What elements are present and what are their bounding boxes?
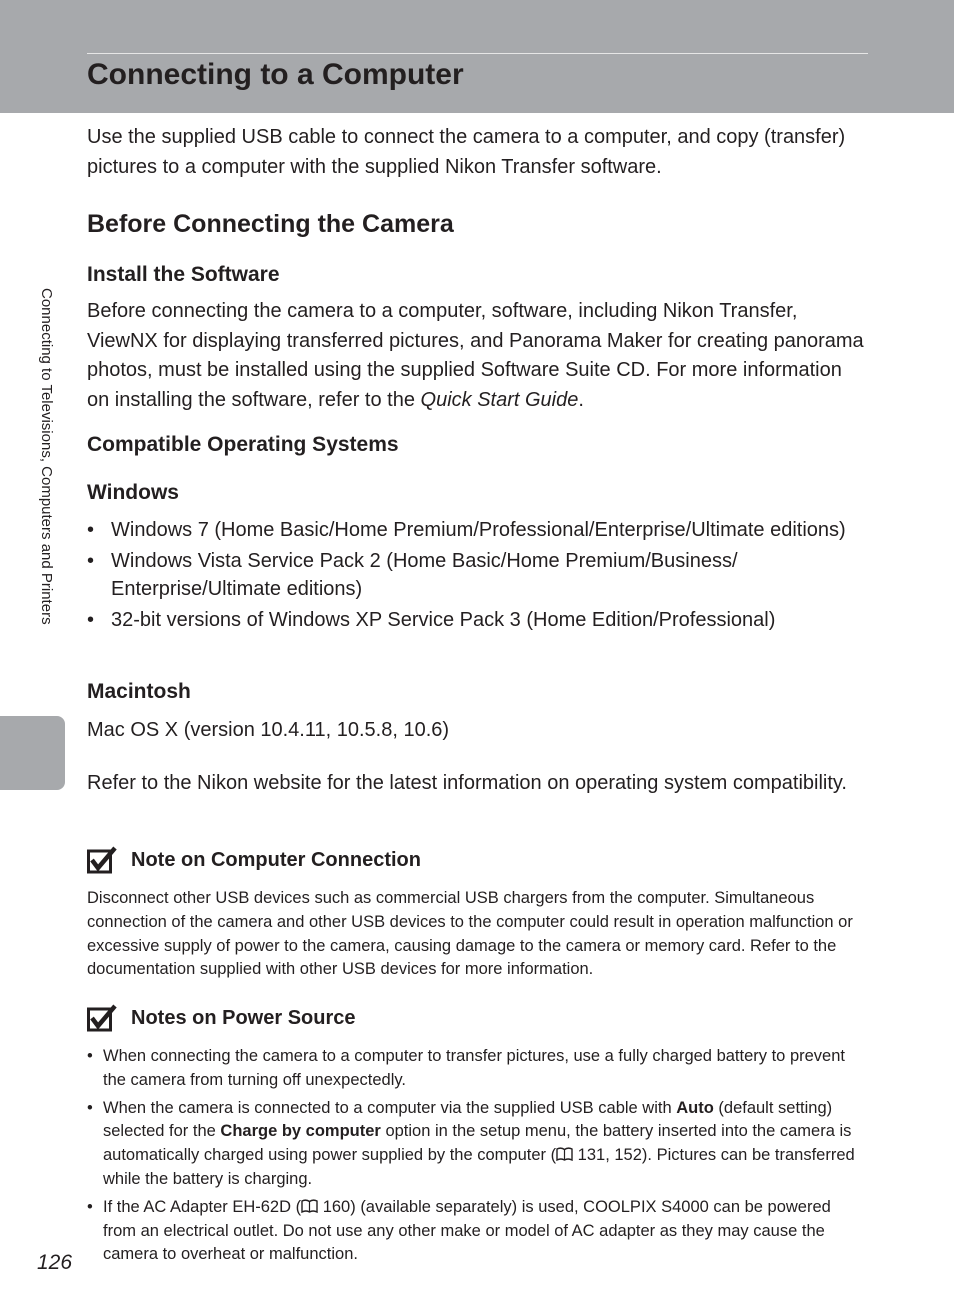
page-reference: 131, 152 <box>573 1146 642 1165</box>
power-note-text: When the camera is connected to a computer via the supplied USB cable with <box>103 1098 677 1117</box>
install-software-paragraph <box>87 297 867 415</box>
header-rule <box>87 53 868 54</box>
windows-item-text: 32-bit versions of Windows XP Service Pack 3 (Home Edition/Professional) <box>111 608 776 631</box>
power-note-text: ) (available separately) is used, COOLPIX S4000 can be powered from an electrical outlet. Do not use any other make or model of AC adapter as they may cause the camera to overheat or malfunction. <box>103 1197 831 1264</box>
note-power-title: Notes on Power Source <box>131 1006 356 1029</box>
quick-start-guide-title: Quick Start Guide <box>420 388 579 411</box>
list-item <box>87 516 867 545</box>
section-tab-marker <box>0 716 65 790</box>
mac-os-text: Mac OS X (version 10.4.11, 10.5.8, 10.6) <box>87 719 450 741</box>
windows-os-list <box>87 516 867 636</box>
page-reference: 160 <box>318 1197 351 1216</box>
side-tab-label: Connecting to Televisions, Computers and Printers <box>38 288 55 625</box>
install-text-end: . <box>578 388 584 411</box>
checkbox-check-icon <box>87 846 117 874</box>
windows-item-text: Windows 7 (Home Basic/Home Premium/Professional/Enterprise/Ultimate editions) <box>111 519 846 541</box>
charge-by-computer-label: Charge by computer <box>220 1122 381 1141</box>
bullet: • <box>87 1098 93 1117</box>
power-note-text: ). Pictures can be transferred while the battery is charging. <box>103 1146 855 1188</box>
bullet: • <box>87 549 95 572</box>
page-number: 126 <box>37 1251 73 1274</box>
power-notes-list <box>87 1045 867 1271</box>
section-heading-before-connecting: Before Connecting the Camera <box>87 210 454 238</box>
power-note-text: If the AC Adapter EH-62D ( <box>103 1197 302 1216</box>
auto-setting-label: Auto <box>676 1098 714 1117</box>
page-title: Connecting to a Computer <box>87 58 464 91</box>
bullet: • <box>87 519 95 541</box>
power-note-text: When connecting the camera to a computer to transfer pictures, use a fully charged battery to prevent the camera from turning off unexpectedly. <box>103 1047 845 1089</box>
subheading-install-software: Install the Software <box>87 263 280 286</box>
list-item <box>87 1045 867 1093</box>
checkbox-check-icon <box>87 1004 117 1032</box>
refer-nikon-website-paragraph: Refer to the Nikon website for the latest information on operating system compatibility. <box>87 772 847 794</box>
bullet: • <box>87 608 95 631</box>
subheading-macintosh: Macintosh <box>87 680 191 703</box>
windows-item-text: Windows Vista Service Pack 2 (Home Basic/Home Premium/Business/ Enterprise/Ultimate editions) <box>111 549 738 600</box>
list-item <box>87 547 867 604</box>
list-item <box>87 1097 867 1192</box>
power-note-text: (default setting) selected for the <box>103 1098 833 1141</box>
list-item <box>87 1196 867 1267</box>
note-connection-text: Disconnect other USB devices such as commercial USB chargers from the computer. Simultaneous connection of the camera and other USB devices to the computer could result in operation malfunction or excessive supply of power to the camera, causing damage to the camera or memory card. Refer to the documentation supplied with other USB devices for more information. <box>87 889 853 979</box>
bullet: • <box>87 1047 93 1065</box>
note-connection-heading <box>87 846 421 874</box>
power-note-text: option in the setup menu, the battery inserted into the camera is automatically charged using power supplied by the computer ( <box>103 1122 852 1165</box>
note-connection-title: Note on Computer Connection <box>131 848 421 871</box>
intro-paragraph: Use the supplied USB cable to connect the camera to a computer, and copy (transfer) pictures to a computer with the supplied Nikon Transfer software. <box>87 126 846 178</box>
book-reference-icon <box>556 1147 573 1161</box>
book-reference-icon <box>301 1199 318 1213</box>
bullet: • <box>87 1197 93 1216</box>
header-band <box>0 0 954 113</box>
list-item <box>87 606 867 635</box>
install-text-part: Before connecting the camera to a computer, software, including Nikon Transfer, ViewNX for displaying transferred pictures, and Panorama Maker for creating panorama photos, must be installed using the supplied Software Suite CD. For more information on installing the software, refer to the <box>87 300 864 411</box>
subheading-windows: Windows <box>87 481 179 504</box>
note-power-heading <box>87 1004 356 1032</box>
subheading-compatible-os: Compatible Operating Systems <box>87 433 399 456</box>
